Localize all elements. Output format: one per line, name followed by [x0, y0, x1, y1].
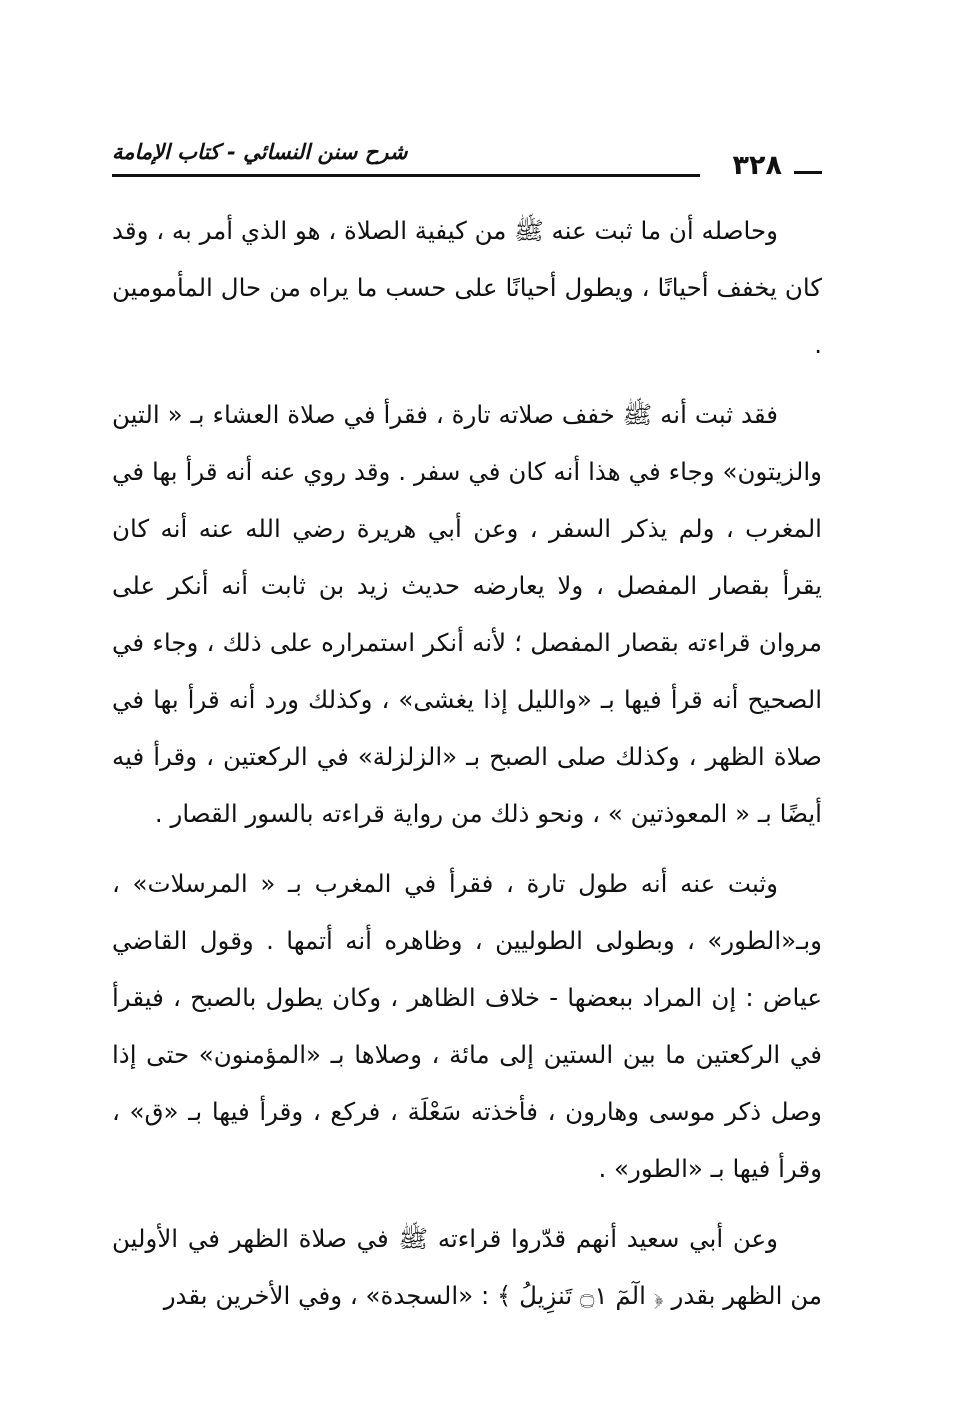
paragraph-3: وثبت عنه أنه طول تارة ، فقرأ في المغرب بـ « المرسلات» ، وبـ«الطور» ، وبطولى الطوليين ، وظاهره أنه أتمها . وقول القاضي عياض : إن المراد ببعضها - خلاف الظاهر ، وكان يطول بالصبح ، فيقرأ في الركعتين ما بين الستين إلى مائة ، وصلاها بـ «المؤمنون» حتى إذا وصل ذكر موسى وهارون ، فأخذته سَعْلَة ، فركع ، وقرأ فيها بـ «ق» ، وقرأ فيها بـ «الطور» . [112, 869, 822, 1183]
book-title: شرح سنن النسائي - كتاب الإمامة [112, 140, 408, 164]
body-text [112, 202, 822, 1324]
paragraph-4: وعن أبي سعيد أنهم قدّروا قراءته ﷺ في صلاة الظهر في الأولين من الظهر بقدر ﴿ الٓمٓ ۝١ تَنزِيلُ ﴾ : «السجدة» ، وفي الأخرين بقدر [112, 1224, 822, 1310]
header-rule [112, 174, 700, 177]
page-number: ٣٢٨ [732, 150, 782, 181]
page-number-dash [794, 171, 822, 174]
paragraph-2: فقد ثبت أنه ﷺ خفف صلاته تارة ، فقرأ في صلاة العشاء بـ « التين والزيتون» وجاء في هذا أنه كان في سفر . وقد روي عنه أنه قرأ بها في المغرب ، ولم يذكر السفر ، وعن أبي هريرة رضي الله عنه أنه كان يقرأ بقصار المفصل ، ولا يعارضه حديث زيد بن ثابت أنه أنكر على مروان قراءته بقصار المفصل ؛ لأنه أنكر استمراره على ذلك ، وجاء في الصحيح أنه قرأ فيها بـ «والليل إذا يغشى» ، وكذلك ورد أنه قرأ بها في صلاة الظهر ، وكذلك صلى الصبح بـ «الزلزلة» في الركعتين ، وقرأ فيه أيضًا بـ « المعوذتين » ، ونحو ذلك من رواية قراءته بالسور القصار . [112, 400, 822, 828]
paragraph-1: وحاصله أن ما ثبت عنه ﷺ من كيفية الصلاة ، هو الذي أمر به ، وقد كان يخفف أحيانًا ، ويطول أحيانًا على حسب ما يراه من حال المأمومين . [112, 216, 822, 359]
running-header [112, 140, 822, 188]
